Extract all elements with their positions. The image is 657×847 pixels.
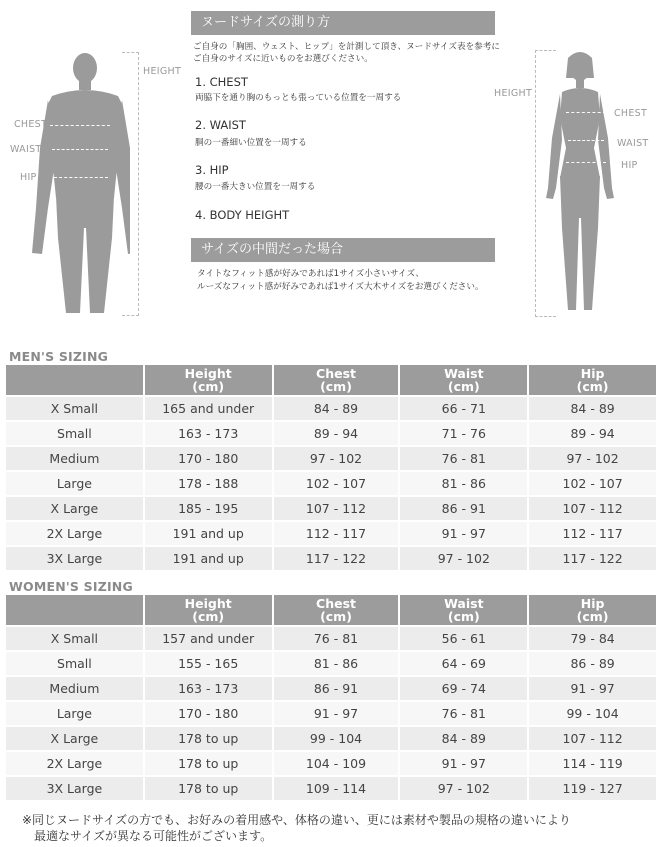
female-hip-line bbox=[566, 162, 606, 163]
table-row: Large 178 - 188 102 - 107 81 - 86 102 - 107 bbox=[6, 472, 656, 495]
male-figure-illustration bbox=[30, 38, 130, 328]
womens-header-row bbox=[6, 595, 656, 625]
male-height-label: HEIGHT bbox=[143, 66, 182, 77]
table-row: Medium 170 - 180 97 - 102 76 - 81 97 - 102 bbox=[6, 447, 656, 470]
table-row: X Large 178 to up 99 - 104 84 - 89 107 - 112 bbox=[6, 727, 656, 750]
womens-header-height: Height (cm) bbox=[145, 595, 272, 625]
womens-header-hip: Hip (cm) bbox=[529, 595, 656, 625]
guide-intro-line-2: ご自身のサイズに近いものをお選びください。 bbox=[193, 54, 373, 64]
female-waist-line bbox=[568, 140, 604, 141]
table-row: 2X Large 191 and up 112 - 117 91 - 97 112 - 117 bbox=[6, 522, 656, 545]
mens-header-hip: Hip (cm) bbox=[529, 365, 656, 395]
male-waist-line bbox=[52, 149, 108, 150]
guide-intro-line-1: ご自身の「胸囲、ウェスト、ヒップ」を計測して頂き、ヌードサイズ表を参考に bbox=[193, 42, 500, 52]
male-chest-label: CHEST bbox=[14, 119, 48, 130]
mens-section-title: MEN'S SIZING bbox=[9, 349, 109, 364]
step-hip-title: 3. HIP bbox=[195, 163, 229, 177]
male-waist-label: WAIST bbox=[10, 144, 42, 155]
footnote-line-1: ※同じヌードサイズの方でも、お好みの着用感や、体格の違い、更には素材や製品の規格の違いにより bbox=[22, 813, 571, 827]
female-height-line bbox=[535, 50, 556, 317]
table-row: X Small 157 and under 76 - 81 56 - 61 79 - 84 bbox=[6, 627, 656, 650]
guide-header: ヌードサイズの測り方 bbox=[191, 11, 495, 35]
womens-size-table bbox=[4, 593, 657, 802]
female-waist-label: WAIST bbox=[617, 138, 649, 149]
table-row: 3X Large 191 and up 117 - 122 97 - 102 117 - 122 bbox=[6, 547, 656, 570]
male-hip-line bbox=[54, 177, 108, 178]
mens-header-blank bbox=[6, 365, 143, 395]
mens-header-chest: Chest (cm) bbox=[274, 365, 399, 395]
step-waist-title: 2. WAIST bbox=[195, 118, 246, 132]
womens-header-chest: Chest (cm) bbox=[274, 595, 399, 625]
table-row: Small 163 - 173 89 - 94 71 - 76 89 - 94 bbox=[6, 422, 656, 445]
step-chest-desc: 両脇下を通り胸のもっとも張っている位置を一周する bbox=[195, 93, 402, 103]
table-row: X Small 165 and under 84 - 89 66 - 71 84 - 89 bbox=[6, 397, 656, 420]
table-row: Medium 163 - 173 86 - 91 69 - 74 91 - 97 bbox=[6, 677, 656, 700]
table-row: X Large 185 - 195 107 - 112 86 - 91 107 - 112 bbox=[6, 497, 656, 520]
mens-size-table bbox=[4, 363, 657, 572]
female-hip-label: HIP bbox=[621, 160, 638, 171]
step-height-title: 4. BODY HEIGHT bbox=[195, 208, 290, 222]
mens-header-waist: Waist (cm) bbox=[400, 365, 527, 395]
table-row: Large 170 - 180 91 - 97 76 - 81 99 - 104 bbox=[6, 702, 656, 725]
between-line-1: タイトなフィット感が好みであれば1サイズ小さいサイズ、 bbox=[197, 269, 424, 279]
mens-header-row bbox=[6, 365, 656, 395]
womens-header-waist: Waist (cm) bbox=[400, 595, 527, 625]
table-row: Small 155 - 165 81 - 86 64 - 69 86 - 89 bbox=[6, 652, 656, 675]
step-chest-title: 1. CHEST bbox=[195, 75, 248, 89]
step-waist-desc: 胴の一番細い位置を一周する bbox=[195, 138, 307, 148]
female-chest-label: CHEST bbox=[614, 108, 648, 119]
womens-header-blank bbox=[6, 595, 143, 625]
male-hip-label: HIP bbox=[20, 172, 37, 183]
mens-header-height: Height (cm) bbox=[145, 365, 272, 395]
male-chest-line bbox=[50, 125, 110, 126]
between-header: サイズの中間だった場合 bbox=[191, 238, 495, 262]
footnote-line-2: 最適なサイズが異なる可能性がございます。 bbox=[34, 829, 273, 843]
female-height-label: HEIGHT bbox=[494, 88, 533, 99]
womens-section-title: WOMEN'S SIZING bbox=[9, 579, 133, 594]
table-row: 2X Large 178 to up 104 - 109 91 - 97 114 - 119 bbox=[6, 752, 656, 775]
female-chest-line bbox=[566, 112, 606, 113]
table-row: 3X Large 178 to up 109 - 114 97 - 102 119 - 127 bbox=[6, 777, 656, 800]
between-line-2: ルーズなフィット感が好みであれば1サイズ大木サイズをお選びください。 bbox=[197, 282, 484, 292]
step-hip-desc: 腰の一番大きい位置を一周する bbox=[195, 182, 316, 192]
male-height-line bbox=[122, 52, 139, 316]
